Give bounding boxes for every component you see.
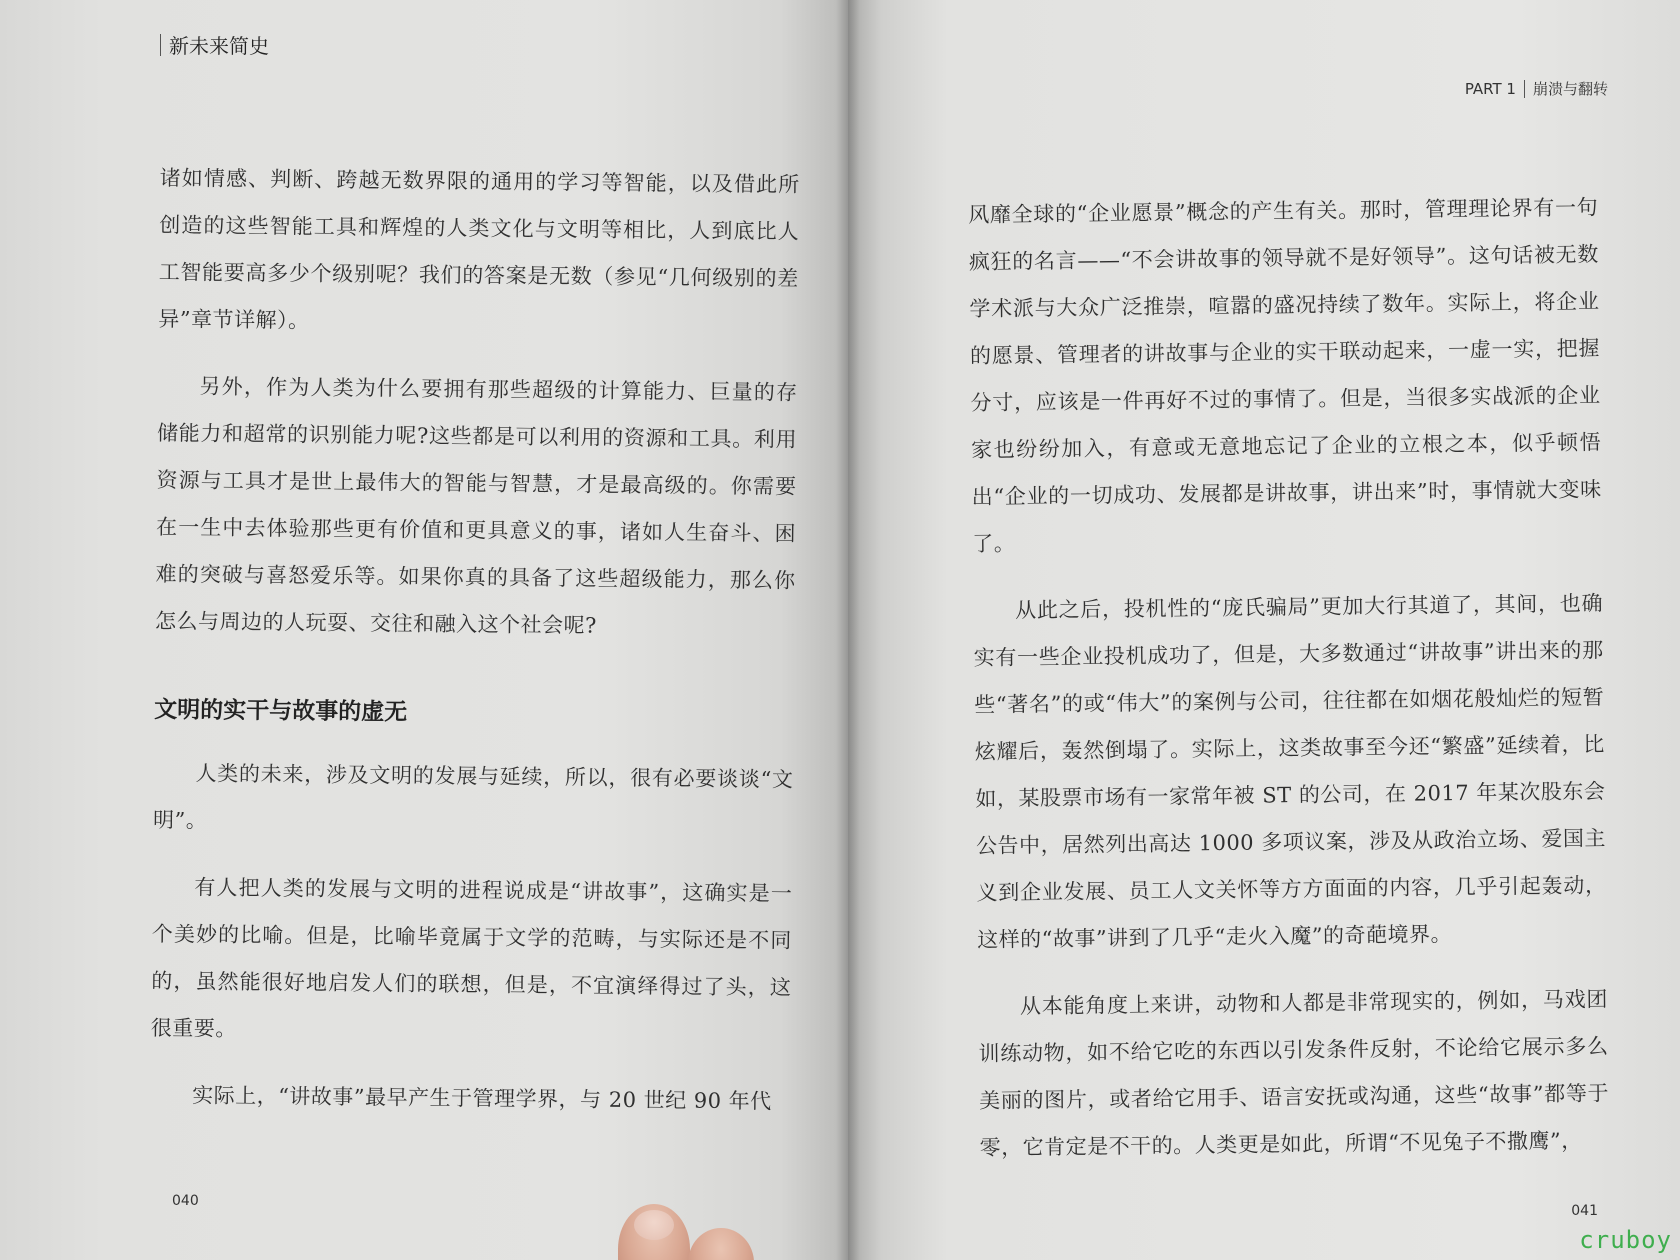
finger-photo-detail: [618, 1196, 758, 1260]
watermark-text: cruboy: [1579, 1226, 1672, 1254]
left-text-block: [150, 155, 800, 1146]
paragraph: 实际上，“讲故事”最早产生于管理学界，与 20 世纪 90 年代: [192, 1083, 772, 1114]
fingertip: [688, 1228, 754, 1260]
section-title: 文明的实干与故事的虚无: [154, 695, 408, 726]
part-label: PART 1: [1464, 79, 1516, 98]
paragraph: 风靡全球的“企业愿景”概念的产生有关。那时，管理理论界有一句疯狂的名言——“不会讲故事的领导就不是好领导”。这句话被无数学术派与大众广泛推崇，喧嚣的盛况持续了数年。实际上，将企业的愿景、管理者的讲故事与企业的实干联动起来，一虚一实，把握分寸，应该是一件再好不过的事情了。但是，当很多实战派的企业家也纷纷加入，有意或无意地忘记了企业的立根之本，似乎顿悟出“企业的一切成功、发展都是讲故事，讲出来”时，事情就大变味了。: [968, 195, 1602, 556]
fingernail: [634, 1210, 674, 1240]
book-gutter-shadow: [836, 0, 860, 1260]
running-head-right: [1465, 78, 1608, 99]
part-title: 崩溃与翻转: [1532, 80, 1608, 98]
right-text-block: [968, 184, 1610, 1192]
running-head-divider: [160, 34, 161, 56]
paragraph: 从本能角度上来讲，动物和人都是非常现实的，例如，马戏团训练动物，如不给它吃的东西以引发条件反射，不论给它展示多么美丽的图片，或者给它用手、语言安抚或沟通，这些“故事”都等于零，它肯定是不干的。人类更是如此，所谓“不见兔子不撒鹰”，: [978, 987, 1610, 1160]
page-number-left: 040: [172, 1193, 199, 1209]
paragraph: 另外，作为人类为什么要拥有那些超级的计算能力、巨量的存储能力和超常的识别能力呢?这些都是可以利用的资源和工具。利用资源与工具才是世上最伟大的智能与智慧，才是最高级的。你需要在一生中去体验那些更有价值和更具意义的事，诸如人生奋斗、困难的突破与喜怒爱乐等。如果你真的具备了这些超级能力，那么你怎么与周边的人玩耍、交往和融入这个社会呢?: [154, 374, 798, 638]
running-head-left: [160, 30, 269, 59]
page-number-right: 041: [1571, 1203, 1598, 1219]
paragraph: 诸如情感、判断、跨越无数界限的通用的学习等智能，以及借此所创造的这些智能工具和辉煌的人类文化与文明等相比，人到底比人工智能要高多少个级别呢？我们的答案是无数（参见“几何级别的差异”章节详解）。: [158, 165, 800, 333]
paragraph: 人类的未来，涉及文明的发展与延续，所以，很有必要谈谈“文明”。: [152, 761, 794, 833]
running-head-divider: [1524, 80, 1525, 98]
paragraph: 从此之后，投机性的“庞氏骗局”更加大行其道了，其间，也确实有一些企业投机成功了，但是，大多数通过“讲故事”讲出来的那些“著名”的或“伟大”的案例与公司，往往都在如烟花般灿烂的短暂炫耀后，轰然倒塌了。实际上，这类故事至今还“繁盛”延续着，比如，某股票市场有一家常年被 ST 的公司，在 2017 年某次股东会公告中，居然列出高达 1000 多项议案，涉及从政治立场、爱国主义到企业发展、员工人文关怀等方方面面的内容，几乎引起轰动，这样的“故事”讲到了几乎“走火入魔”的奇葩境界。: [973, 591, 1607, 952]
paragraph: 有人把人类的发展与文明的进程说成是“讲故事”，这确实是一个美妙的比喻。但是，比喻毕竟属于文学的范畴，与实际还是不同的，虽然能很好地启发人们的联想，但是，不宜演绎得过了头，这很重要。: [150, 875, 793, 1041]
book-title: 新未来简史: [169, 34, 269, 58]
